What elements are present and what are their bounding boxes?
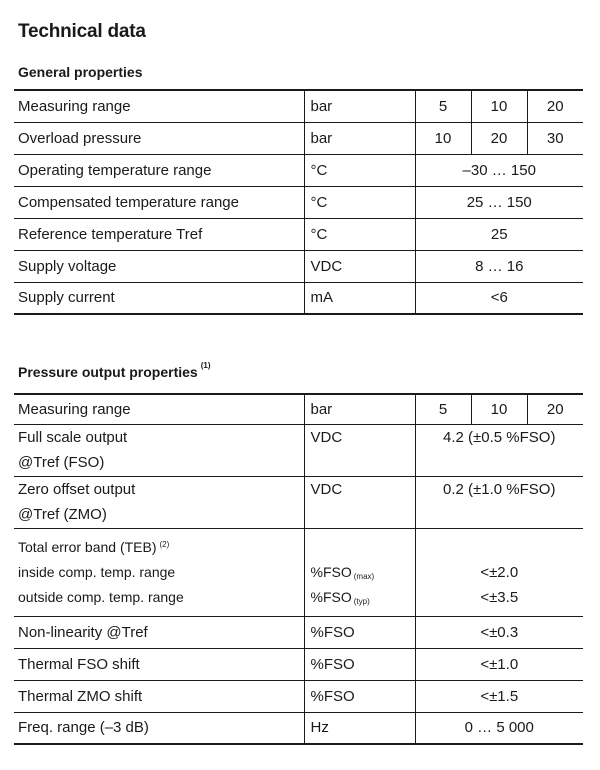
table-row [14, 122, 583, 154]
row-value: 20 [471, 122, 527, 154]
row-value: 10 [415, 122, 471, 154]
row-unit-text: VDC [310, 428, 343, 446]
row-label: Overload pressure [14, 122, 304, 154]
row-value [415, 528, 583, 616]
row-label-line: @Tref (ZMO) [18, 506, 107, 523]
table-row [14, 394, 583, 424]
row-unit: Hz [304, 712, 415, 744]
row-value-text: 0.2 (±1.0 %FSO) [443, 480, 556, 498]
row-value: 20 [527, 90, 583, 122]
row-unit [304, 424, 415, 476]
row-unit: mA [304, 282, 415, 314]
pressure-output-heading [18, 361, 211, 380]
row-label: Thermal FSO shift [14, 648, 304, 680]
row-unit: °C [304, 218, 415, 250]
row-unit [304, 528, 415, 616]
row-value: <6 [415, 282, 583, 314]
table-row [14, 476, 583, 528]
row-label: Compensated temperature range [14, 186, 304, 218]
row-label [14, 476, 304, 528]
table-row [14, 218, 583, 250]
row-value-line [416, 535, 584, 560]
row-unit: bar [304, 90, 415, 122]
pressure-output-table [14, 393, 583, 745]
row-label-line [18, 535, 304, 560]
footnote-marker: (2) [159, 539, 170, 549]
row-label-line: Full scale output [18, 429, 128, 446]
row-unit-line [311, 560, 415, 585]
row-value [415, 424, 583, 476]
pressure-output-heading-text: Pressure output properties [18, 364, 198, 380]
row-label: Thermal ZMO shift [14, 680, 304, 712]
row-label-text: Total error band (TEB) [18, 538, 157, 555]
unit-subscript: (typ) [353, 596, 370, 606]
row-value-line: <±3.5 [480, 588, 519, 606]
table-row [14, 424, 583, 476]
table-row [14, 528, 583, 616]
page-title: Technical data [18, 21, 146, 42]
row-unit: VDC [304, 250, 415, 282]
row-unit: °C [304, 154, 415, 186]
row-value: <±1.0 [415, 648, 583, 680]
row-value: 20 [527, 394, 583, 424]
row-unit [304, 476, 415, 528]
row-unit: bar [304, 394, 415, 424]
row-value [415, 476, 583, 528]
row-value: 5 [415, 90, 471, 122]
table-row [14, 90, 583, 122]
row-value: 30 [527, 122, 583, 154]
row-value-line: <±2.0 [480, 563, 519, 581]
row-value: <±0.3 [415, 616, 583, 648]
row-unit-line [311, 585, 415, 610]
table-row [14, 154, 583, 186]
row-label [14, 424, 304, 476]
row-unit-text: VDC [310, 480, 343, 498]
general-properties-table [14, 89, 583, 315]
table-row [14, 680, 583, 712]
row-unit: bar [304, 122, 415, 154]
unit-subscript: (max) [353, 571, 375, 581]
row-unit: %FSO [304, 680, 415, 712]
row-label: Operating temperature range [14, 154, 304, 186]
row-label: Supply current [14, 282, 304, 314]
row-value-text: 4.2 (±0.5 %FSO) [443, 428, 556, 446]
table-row [14, 186, 583, 218]
row-label [14, 528, 304, 616]
general-properties-heading [18, 64, 143, 80]
row-label: Measuring range [14, 394, 304, 424]
row-unit-line [311, 535, 415, 560]
row-value: –30 … 150 [415, 154, 583, 186]
row-value: <±1.5 [415, 680, 583, 712]
row-value: 10 [471, 90, 527, 122]
footnote-marker: (1) [200, 361, 211, 371]
row-label-line: inside comp. temp. range [18, 563, 176, 580]
row-value: 0 … 5 000 [415, 712, 583, 744]
row-label-line: @Tref (FSO) [18, 454, 105, 471]
table-row [14, 648, 583, 680]
row-value: 25 [415, 218, 583, 250]
row-unit: %FSO [304, 616, 415, 648]
row-label: Measuring range [14, 90, 304, 122]
row-label: Reference temperature Tref [14, 218, 304, 250]
row-label: Supply voltage [14, 250, 304, 282]
row-unit: °C [304, 186, 415, 218]
table-row [14, 616, 583, 648]
row-unit-text: %FSO [310, 588, 352, 605]
row-unit: %FSO [304, 648, 415, 680]
row-label-line: Zero offset output [18, 481, 136, 498]
general-properties-heading-text: General properties [18, 64, 143, 80]
table-row [14, 250, 583, 282]
table-row [14, 282, 583, 314]
row-value: 25 … 150 [415, 186, 583, 218]
row-value: 8 … 16 [415, 250, 583, 282]
row-label-line: outside comp. temp. range [18, 588, 184, 605]
row-value: 10 [471, 394, 527, 424]
row-label: Freq. range (–3 dB) [14, 712, 304, 744]
row-label: Non-linearity @Tref [14, 616, 304, 648]
row-unit-text: %FSO [310, 563, 352, 580]
table-row [14, 712, 583, 744]
row-value: 5 [415, 394, 471, 424]
